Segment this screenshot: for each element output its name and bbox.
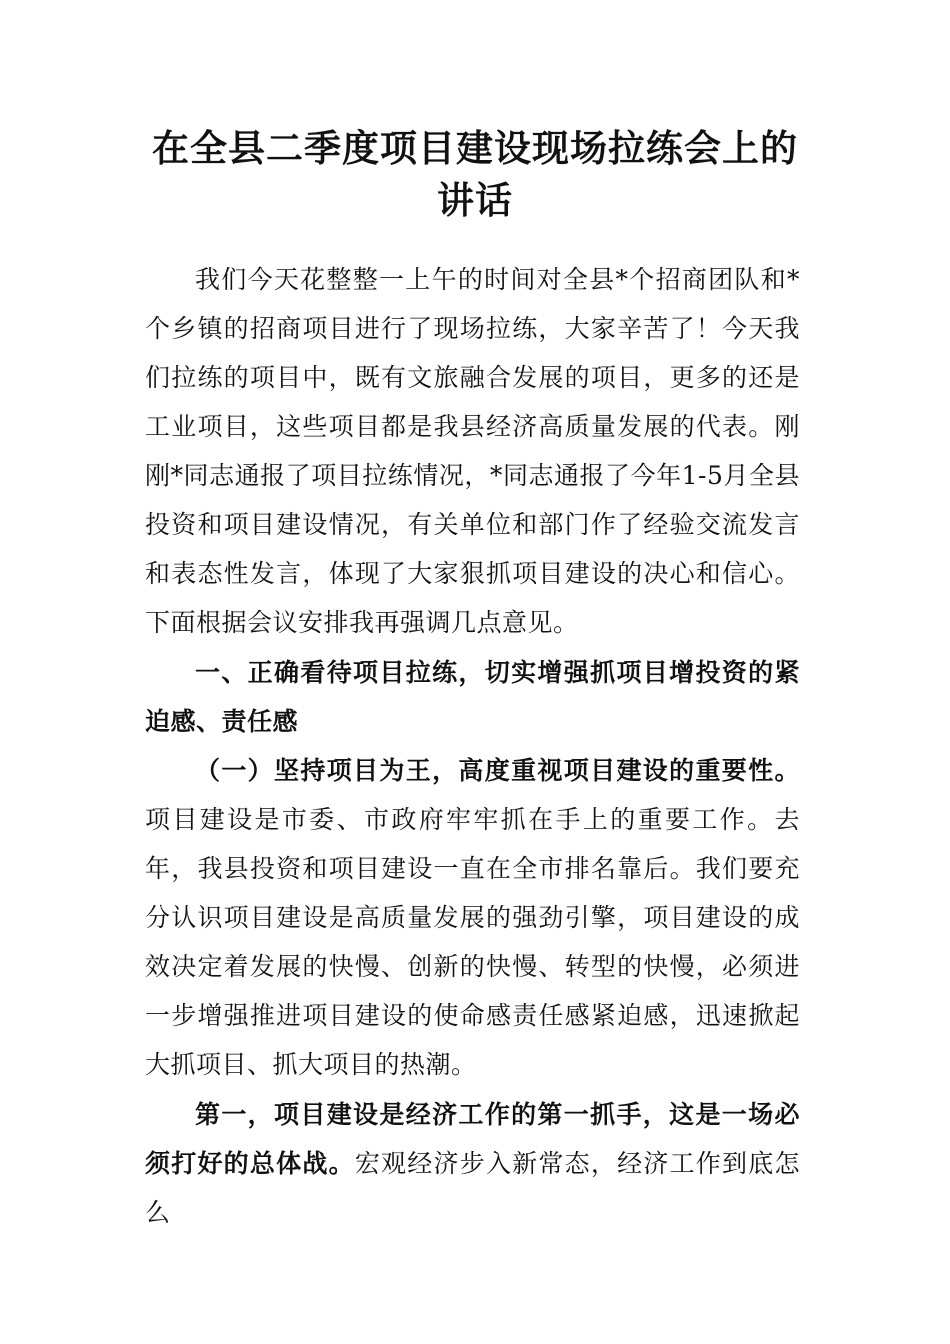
point-lead-1: 第一，项目建设是经济工作的第一抓手，这是一场必须打好的总体战。 [145,1100,800,1178]
point-body-1: 宏观经济步入新常态，经济工作到底怎么 [145,1149,800,1227]
point-paragraph-1 [145,1090,800,1237]
subsection-body-1: 项目建设是市委、市政府牢牢抓在手上的重要工作。去年，我县投资和项目建设一直在全市排名靠后。我们要充分认识项目建设是高质量发展的强劲引擎，项目建设的成效决定着发展的快慢、创新的快慢、转型的快慢，必须进一步增强推进项目建设的使命感责任感紧迫感，迅速掀起大抓项目、抓大项目的热潮。 [145,805,800,1079]
subsection-paragraph-1 [145,746,800,1089]
section-heading-1: 一、正确看待项目拉练，切实增强抓项目增投资的紧迫感、责任感 [145,658,800,736]
document-title: 在全县二季度项目建设现场拉练会上的讲话 [152,126,798,222]
subsection-lead-1: （一）坚持项目为王，高度重视项目建设的重要性。 [195,756,800,785]
intro-paragraph: 我们今天花整整一上午的时间对全县*个招商团队和*个乡镇的招商项目进行了现场拉练，大家辛苦了！今天我们拉练的项目中，既有文旅融合发展的项目，更多的还是工业项目，这些项目都是我县经济高质量发展的代表。刚刚*同志通报了项目拉练情况，*同志通报了今年1-5月全县投资和项目建设情况，有关单位和部门作了经验交流发言和表态性发言，体现了大家狠抓项目建设的决心和信心。下面根据会议安排我再强调几点意见。 [145,265,800,637]
